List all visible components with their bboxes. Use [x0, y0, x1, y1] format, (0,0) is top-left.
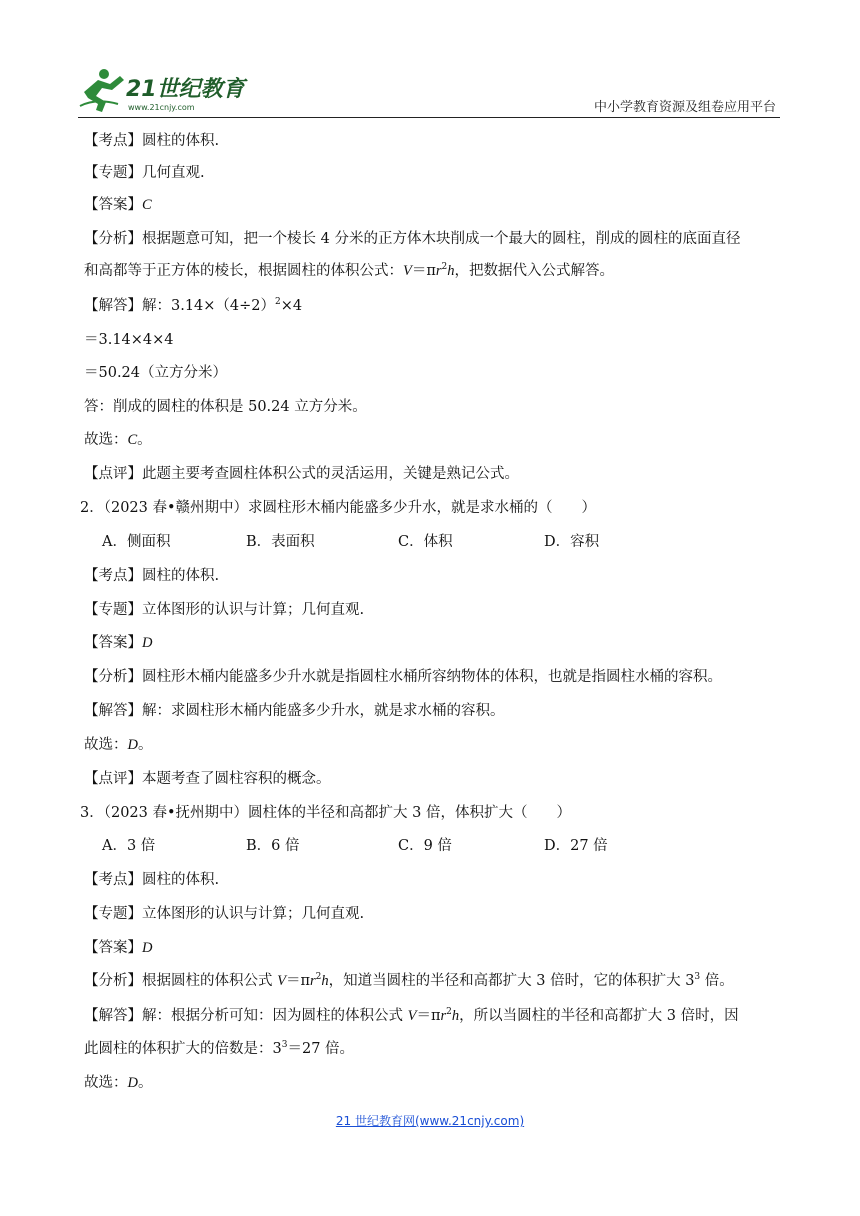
q3-jieda-line1: 【解答】解：根据分析可知：因为圆柱的体积公式 $V=\pi r^2h$，所以当圆柱的半径和高都扩大 3 倍时，因 [84, 1007, 739, 1024]
q3-guxuan: 故选：D。 [84, 1075, 153, 1091]
q2-option-b: B．表面积 [246, 534, 315, 550]
q1-guxuan: 故选：C。 [84, 432, 152, 448]
q1-answer: 【答案】C [84, 197, 152, 213]
q2-answer: 【答案】D [84, 635, 153, 651]
q3-option-d: D．27 倍 [544, 838, 608, 854]
q2-option-d: D．容积 [544, 534, 600, 550]
q1-zhuanti: 【专题】几何直观. [84, 165, 205, 181]
q3-option-b: B．6 倍 [246, 838, 300, 854]
q3-fenxi: 【分析】根据圆柱的体积公式 $V=\pi r^2h$，知道当圆柱的半径和高都扩大 3 倍时，它的体积扩大 $3^3$ 倍。 [84, 972, 734, 989]
q2-jieda: 【解答】解：求圆柱形木桶内能盛多少升水，就是求水桶的容积。 [84, 703, 505, 719]
page-header [78, 66, 780, 118]
q1-jieda-line1: 【解答】解：$3.14\times(4\div 2)^2\times 4$ [84, 297, 303, 314]
footer-link[interactable]: 21 世纪教育网(www.21cnjy.com) [335, 1114, 525, 1128]
q1-fenxi-line1: 【分析】根据题意可知，把一个棱长 4 分米的正方体木块削成一个最大的圆柱，削成的圆柱的底面直径 [84, 231, 741, 247]
q2-dianping: 【点评】本题考查了圆柱容积的概念。 [84, 771, 331, 787]
platform-title: 中小学教育资源及组卷应用平台 [593, 100, 776, 115]
q2-zhuanti: 【专题】立体图形的认识与计算；几何直观. [84, 602, 365, 618]
header-rule [78, 117, 780, 118]
q3-answer: 【答案】D [84, 940, 153, 956]
q3-option-a: A．3 倍 [102, 838, 156, 854]
q3-jieda-line2: 此圆柱的体积扩大的倍数是：$3^3=27$ 倍。 [84, 1040, 355, 1057]
q2-option-a: A．侧面积 [102, 534, 171, 550]
q1-dianping: 【点评】此题主要考查圆柱体积公式的灵活运用，关键是熟记公式。 [84, 466, 519, 482]
q2-stem: 2．（2023 春•赣州期中）求圆柱形木桶内能盛多少升水，就是求水桶的（ ） [80, 500, 597, 516]
logo-text: 21世纪教育 [126, 77, 245, 102]
q1-fenxi-line2: 和高都等于正方体的棱长，根据圆柱的体积公式：$V=\pi r^2h$，把数据代入公式解答。 [84, 262, 615, 279]
q3-zhuanti: 【专题】立体图形的认识与计算；几何直观. [84, 906, 365, 922]
q3-kaodian: 【考点】圆柱的体积. [84, 872, 220, 888]
logo-url: www.21cnjy.com [128, 103, 195, 112]
q2-guxuan: 故选：D。 [84, 737, 153, 753]
q2-fenxi: 【分析】圆柱形木桶内能盛多少升水就是指圆柱水桶所容纳物体的体积，也就是指圆柱水桶的容积。 [84, 669, 722, 685]
q1-kaodian: 【考点】圆柱的体积. [84, 133, 220, 149]
runner-icon [80, 69, 124, 112]
q1-jieda-line3: ＝50.24（立方分米） [84, 365, 228, 381]
q2-kaodian: 【考点】圆柱的体积. [84, 568, 220, 584]
q2-option-c: C．体积 [398, 534, 453, 550]
q3-option-c: C．9 倍 [398, 838, 452, 854]
q3-stem: 3．（2023 春•抚州期中）圆柱体的半径和高都扩大 3 倍，体积扩大（ ） [80, 805, 571, 821]
page-footer [0, 1112, 860, 1129]
logo-21cnjy [78, 66, 278, 116]
q1-da: 答：削成的圆柱的体积是 50.24 立方分米。 [84, 399, 367, 415]
q1-jieda-line2: ＝3.14×4×4 [84, 332, 174, 348]
